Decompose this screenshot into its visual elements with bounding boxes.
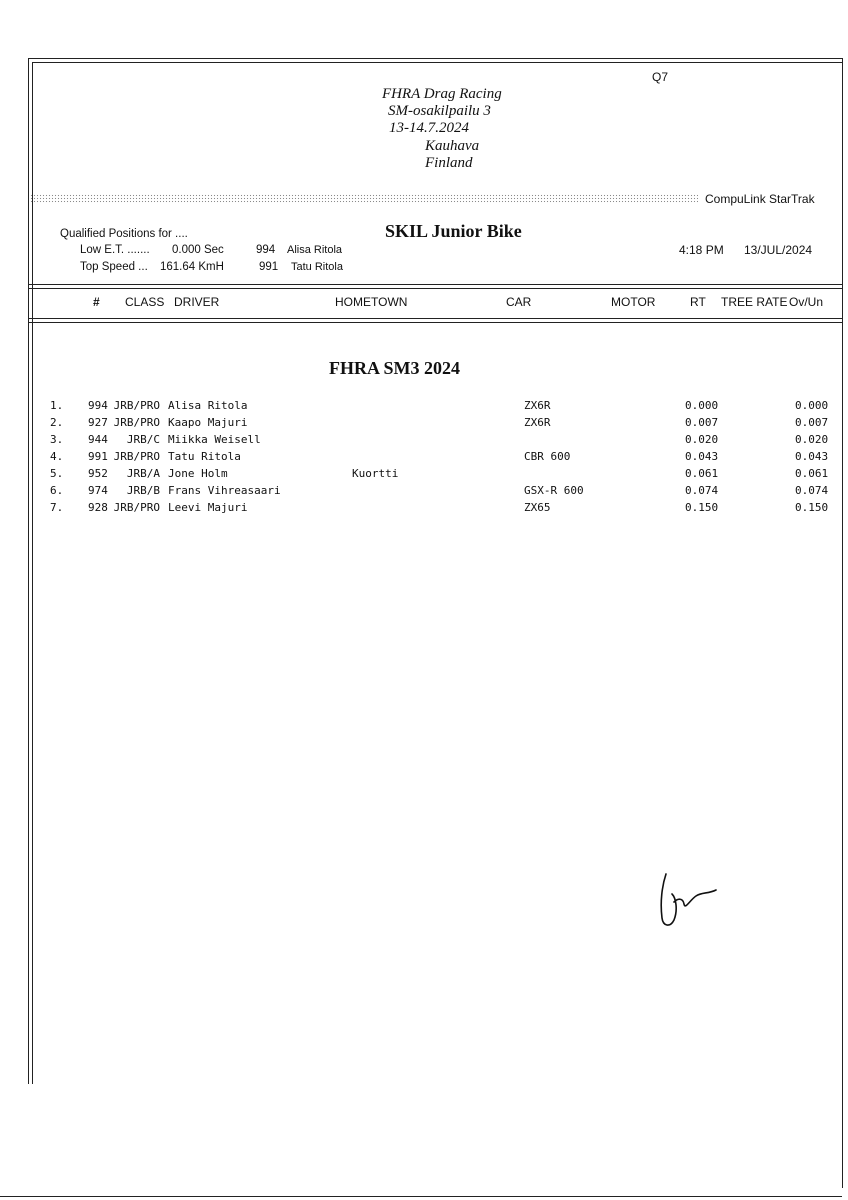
row-rt: 0.020 [685,433,719,446]
row-number: 991 [88,450,108,463]
col-driver: DRIVER [174,295,220,309]
row-driver: Miikka Weisell [168,433,261,446]
row-number: 974 [88,484,108,497]
row-driver: Kaapo Majuri [168,416,248,429]
category-title: SKIL Junior Bike [385,221,522,241]
event-line-4: Kauhava [425,138,480,154]
low-et-label: Low E.T. ....... [80,244,150,256]
left-border-outer [28,58,29,1084]
row-class: JRB/PRO [113,501,160,514]
top-speed-value: 161.64 KmH [160,261,224,273]
row-rt: 0.150 [685,501,719,514]
event-line-2: SM-osakilpailu 3 [388,103,491,119]
top-speed-driver: Tatu Ritola [291,261,343,273]
signature [650,868,730,932]
row-driver: Frans Vihreasaari [168,484,281,497]
row-driver: Jone Holm [168,467,228,480]
row-driver: Alisa Ritola [168,399,248,412]
row-ovun: 0.150 [795,501,829,514]
row-ovun: 0.043 [795,450,829,463]
row-car: ZX6R [524,399,551,412]
top-border-inner [32,62,842,63]
top-border-outer [28,58,842,59]
report-time: 4:18 PM [679,243,724,257]
page-code: Q7 [652,70,669,84]
row-position: 7. [50,501,64,514]
row-position: 6. [50,484,64,497]
row-class: JRB/PRO [113,450,160,463]
header-rule-bottom-2 [28,322,842,323]
row-ovun: 0.074 [795,484,829,497]
row-driver: Leevi Majuri [168,501,248,514]
row-ovun: 0.000 [795,399,829,412]
header-rule-bottom-1 [28,318,842,319]
low-et-driver: Alisa Ritola [287,244,343,256]
left-border-inner [32,62,33,1084]
row-ovun: 0.020 [795,433,829,446]
col-car: CAR [506,295,532,309]
row-rt: 0.000 [685,399,719,412]
row-hometown: Kuortti [352,467,399,480]
row-rt: 0.007 [685,416,719,429]
event-line-1: FHRA Drag Racing [382,86,502,102]
row-class: JRB/B [126,484,160,497]
col-motor: MOTOR [611,295,656,309]
event-line-3: 13-14.7.2024 [389,120,469,136]
bottom-line [0,1196,842,1197]
row-number: 927 [88,416,108,429]
col-rt: RT [690,295,706,309]
row-rt: 0.061 [685,467,719,480]
header-rule-top-1 [28,284,842,285]
low-et-number: 994 [256,244,276,256]
row-car: ZX6R [524,416,551,429]
top-speed-number: 991 [259,261,279,273]
col-class: CLASS [125,295,165,309]
row-number: 952 [88,467,108,480]
report-date: 13/JUL/2024 [744,243,813,257]
row-position: 3. [50,433,64,446]
dotted-band [30,194,698,203]
qualified-heading: Qualified Positions for .... [60,228,188,240]
row-car: CBR 600 [524,450,571,463]
row-driver: Tatu Ritola [168,450,241,463]
row-number: 944 [88,433,108,446]
row-class: JRB/PRO [113,416,160,429]
row-position: 1. [50,399,64,412]
row-class: JRB/A [126,467,160,480]
row-car: ZX65 [524,501,551,514]
section-title: FHRA SM3 2024 [329,358,461,378]
row-class: JRB/C [126,433,160,446]
low-et-value: 0.000 Sec [172,244,224,256]
row-position: 4. [50,450,64,463]
row-ovun: 0.061 [795,467,829,480]
right-border [842,58,843,1188]
event-line-5: Finland [425,155,473,171]
header-rule-top-2 [28,288,842,289]
row-car: GSX-R 600 [524,484,584,497]
row-ovun: 0.007 [795,416,829,429]
row-position: 5. [50,467,64,480]
row-position: 2. [50,416,64,429]
row-class: JRB/PRO [113,399,160,412]
col-ovun: Ov/Un [789,295,824,309]
row-rt: 0.043 [685,450,719,463]
col-tree-rate: TREE RATE [721,295,788,309]
row-number: 994 [88,399,108,412]
row-rt: 0.074 [685,484,719,497]
software-label: CompuLink StarTrak [705,192,815,206]
top-speed-label: Top Speed ... [80,261,148,273]
col-hometown: HOMETOWN [335,295,408,309]
row-number: 928 [88,501,108,514]
col-num: # [93,295,100,309]
